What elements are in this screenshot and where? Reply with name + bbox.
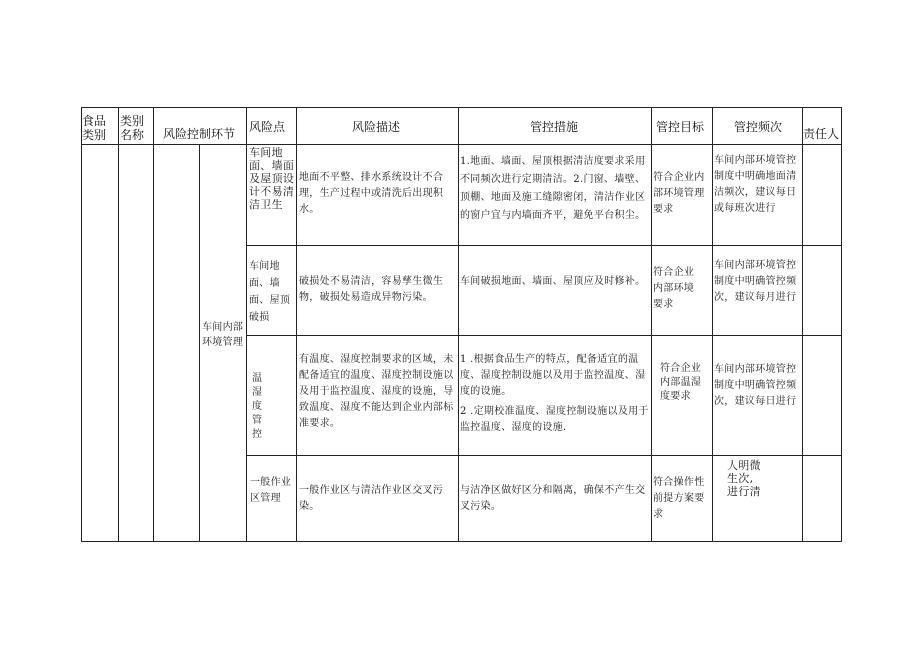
header-frequency: 管控频次	[734, 120, 783, 134]
col-divider	[458, 107, 459, 542]
row-divider-3	[246, 455, 842, 456]
row3-risk-desc: 有温度、湿度控制要求的区域，未配备适宜的温度、湿度控制设施以及用于监控温度、湿度的设施，导致温度、湿度不能达到企业内部标准要求。	[299, 354, 454, 429]
header-food-category: 食品类别	[82, 114, 107, 142]
row3-measures-2: 2 .定期校准温度、湿度控制设施以及用于监控温度、湿度的设施.	[460, 406, 649, 433]
row2-risk-point: 车间地面、墙面、屋顶破损	[249, 261, 291, 323]
row-divider-2	[246, 335, 842, 336]
row2-risk-desc: 破损处不易清洁，容易孳生微生物，破损处易造成异物污染。	[299, 276, 444, 303]
col-divider	[246, 107, 247, 542]
control-link-group: 车间内部环境管理	[202, 322, 244, 348]
header-measures: 管控措施	[530, 120, 579, 134]
table-border-left	[81, 107, 82, 542]
row3-measures-1: 1 .根据食品生产的特点，配备适宜的温度、湿度控制设施以及用于监控温度、湿度的设施。	[460, 354, 646, 397]
table-border-top	[81, 107, 842, 108]
row2-measures: 车间破损地面、墙面、屋顶应及时修补。	[460, 276, 646, 287]
header-risk-point: 风险点	[249, 120, 286, 134]
header-target: 管控目标	[656, 120, 705, 134]
row4-frequency: 人明微生次,进行清	[727, 459, 761, 498]
col-divider	[296, 107, 297, 542]
col-divider	[199, 144, 200, 542]
header-risk-desc: 风险描述	[352, 120, 401, 134]
header-responsible: 责任人	[803, 127, 840, 141]
row3-frequency: 车间内部环境管控制度中明确管控频次，建议每日进行	[714, 364, 797, 407]
row1-risk-desc: 地面不平整、排水系统设计不合理，生产过程中或清洗后出现积水。	[299, 172, 444, 215]
row2-target: 符合企业内部环境要求	[653, 267, 695, 310]
col-divider	[153, 107, 154, 542]
row2-frequency: 车间内部环境管控制度中明确管控频次，建议每月进行	[714, 260, 797, 303]
col-divider	[802, 107, 803, 542]
row4-target: 符合操作性前提方案要求	[653, 477, 705, 520]
row4-risk-desc: 一般作业区与清洁作业区交叉污染。	[299, 485, 444, 512]
row1-frequency: 车间内部环境管控制度中明确地面清洁频次，建议每日或每班次进行	[714, 155, 797, 214]
table-border-bottom	[81, 541, 842, 542]
row-divider-1	[246, 245, 842, 246]
row3-risk-point: 温湿度管控	[252, 373, 262, 440]
row1-risk-point: 车间地面、墙面及屋顶设计不易清洁卫生	[249, 146, 295, 211]
row1-target: 符合企业内部环境管理要求	[653, 172, 705, 215]
row4-risk-point: 一般作业区管理	[250, 477, 292, 504]
col-divider	[651, 107, 652, 542]
col-divider	[712, 107, 713, 542]
header-row-divider	[81, 144, 842, 145]
row1-measures: 1.地面、墙面、屋顶根据清洁度要求采用不同频次进行定期清洁。2.门窗、墙壁、顶棚、地面及施工缝隙密闭，清洁作业区的窗户宜与内墙面齐平，避免平台积尘。	[460, 156, 646, 221]
row4-measures: 与洁净区做好区分和隔离，确保不产生交叉污染。	[460, 485, 646, 512]
table-border-right	[841, 107, 842, 542]
header-category-name: 类别名称	[120, 114, 145, 142]
header-control-link: 风险控制环节	[163, 127, 236, 141]
row3-target: 符合企业内部温湿度要求	[660, 363, 702, 402]
col-divider	[118, 107, 119, 542]
